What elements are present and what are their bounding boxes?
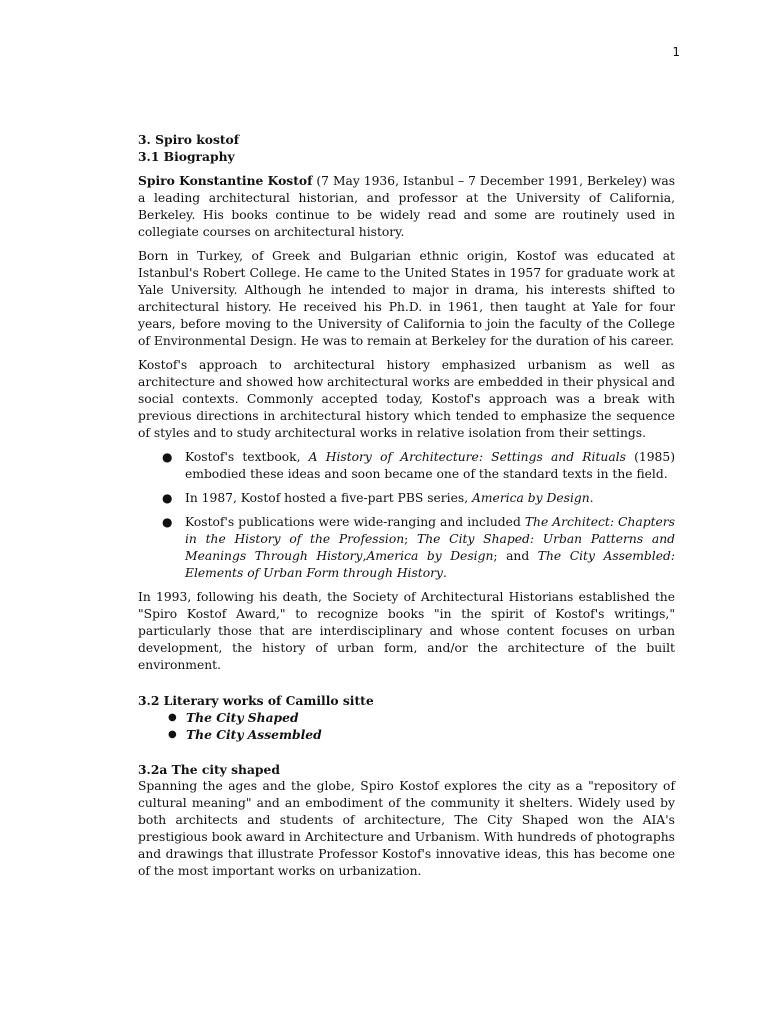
bio-paragraph-3: Kostof's approach to architectural history emphasized urbanism as well as architecture and showed how architectural works are embedded in their physical and social contexts. Commonly accepted today, Kostof's approach was a break with previous directions in architectural history which tended to emphasize the sequence of styles and to study architectural works in relative isolation from their settings. xyxy=(138,358,675,440)
literary-works-heading: 3.2 Literary works of Camillo sitte xyxy=(138,693,374,708)
city-shaped-heading: 3.2a The city shaped xyxy=(138,762,280,777)
bio-paragraph-2: Born in Turkey, of Greek and Bulgarian ethnic origin, Kostof was educated at Istanbul's Robert College. He came to the United States in 1957 for graduate work at Yale University. Although he intended to major in drama, his interests shifted to architectural history. He received his Ph.D. in 1961, then taught at Yale for four years, before moving to the University of California to join the faculty of the College of Environmental Design. He was to remain at Berkeley for the duration of his career. xyxy=(138,249,675,348)
bullet-icon: ● xyxy=(162,450,173,464)
list-item: ● Kostof's publications were wide-ranging and included The Architect: Chapters in the History of the Profession; The City Shaped: Urban Patterns and Meanings Through History,America by Design; and The City Assembled: Elements of Urban Form through History. xyxy=(162,515,676,580)
list-item: ● Kostof's textbook, A History of Architecture: Settings and Rituals (1985) embodied these ideas and soon became one of the standard texts in the field. xyxy=(162,450,675,481)
list-item: ● The City Shaped xyxy=(168,710,299,725)
bio-name: Spiro Konstantine Kostof xyxy=(138,173,313,188)
subsection-biography-title: 3.1 Biography xyxy=(138,149,235,164)
book-title: The City Shaped: Urban Patterns and Meanings Through History xyxy=(185,532,675,563)
bullet-icon: ● xyxy=(168,729,177,740)
section-title: 3. Spiro kostof xyxy=(138,132,240,147)
book-title: The Architect: Chapters in the History of the Profession xyxy=(185,515,675,546)
approach-bullet-list xyxy=(138,449,675,582)
book-title: The City Assembled: Elements of Urban Form through History xyxy=(185,549,676,580)
list-item: ● In 1987, Kostof hosted a five-part PBS series, America by Design. xyxy=(162,491,594,505)
page-number: 1 xyxy=(672,45,680,59)
literary-works-list xyxy=(138,709,675,743)
bullet-icon: ● xyxy=(168,712,177,723)
bio-paragraph-1-text: (7 May 1936, Istanbul – 7 December 1991, Berkeley) was a leading architectural historian, and professor at the University of California, Berkeley. His books continue to be widely read and some are routinely used in collegiate courses on architectural history. xyxy=(138,174,676,239)
document-body xyxy=(138,131,675,880)
bullet-icon: ● xyxy=(162,491,173,505)
list-item: ● The City Assembled xyxy=(168,727,322,742)
city-shaped-paragraph: Spanning the ages and the globe, Spiro Kostof explores the city as a "repository of cultural meaning" and an embodiment of the community it shelters. Widely used by both architects and students of architecture, The City Shaped won the AIA's prestigious book award in Architecture and Urbanism. With hundreds of photographs and drawings that illustrate Professor Kostof's innovative ideas, this has become one of the most important works on urbanization. xyxy=(138,779,675,878)
bio-paragraph-1 xyxy=(138,172,675,241)
book-title: A History of Architecture: Settings and Rituals xyxy=(308,450,626,464)
book-title: America by Design xyxy=(366,549,494,563)
bullet-icon: ● xyxy=(162,515,173,529)
series-title: America by Design xyxy=(472,491,590,505)
award-paragraph: In 1993, following his death, the Society of Architectural Historians established the "Spiro Kostof Award," to recognize books "in the spirit of Kostof's writings," particularly those that are interdisciplinary and whose content focuses on urban development, the history of urban form, and/or the architecture of the built environment. xyxy=(138,590,675,672)
